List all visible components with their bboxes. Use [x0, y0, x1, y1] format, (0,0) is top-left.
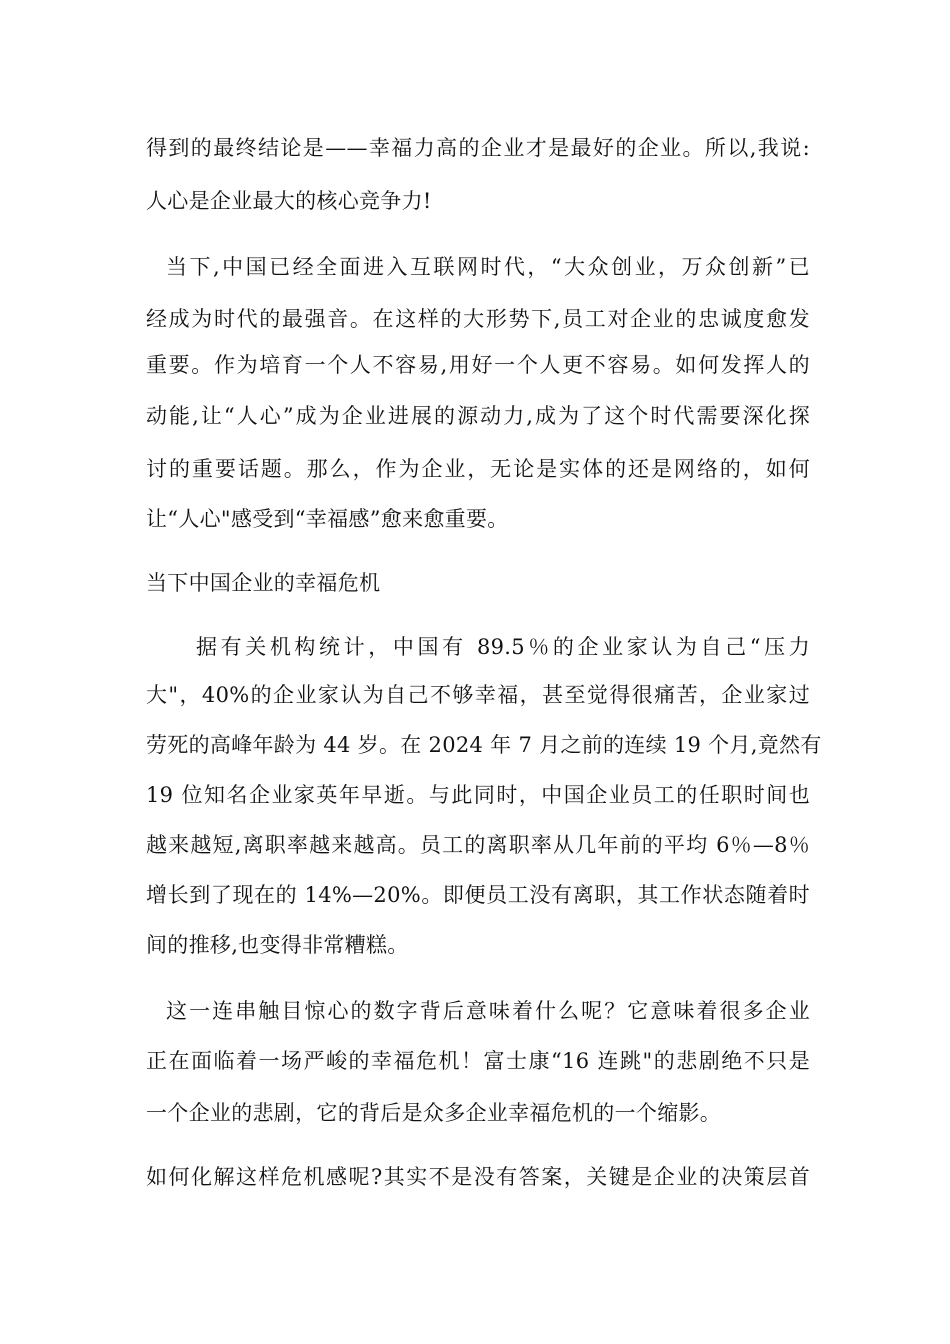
text-line: 得到的最终结论是——幸福力高的企业才是最好的企业。所以,我说: [146, 136, 810, 160]
text-line: 让“人心"感受到“幸福感”愈来愈重要。 [146, 507, 509, 531]
text-line: 19 位知名企业家英年早逝。与此同时，中国企业员工的任职时间也 [146, 783, 810, 807]
text-line: 劳死的高峰年龄为 44 岁。在 2024 年 7 月之前的连续 19 个月,竟然有 [146, 733, 822, 757]
text-line: 如何化解这样危机感呢?其实不是没有答案，关键是企业的决策层首 [146, 1165, 810, 1189]
text-line: 越来越短,离职率越来越高。员工的离职率从几年前的平均 6％—8％ [146, 833, 810, 857]
text-line: 讨的重要话题。那么，作为企业，无论是实体的还是网络的，如何 [146, 457, 810, 481]
text-line: 据有关机构统计，中国有 89.5％的企业家认为自己“压力 [196, 635, 810, 659]
text-line: 当下,中国已经全面进入互联网时代，“大众创业，万众创新”已 [166, 255, 810, 279]
text-line: 重要。作为培育一个人不容易,用好一个人更不容易。如何发挥人的 [146, 353, 810, 377]
text-line: 一个企业的悲剧，它的背后是众多企业幸福危机的一个缩影。 [146, 1101, 722, 1125]
text-line: 人心是企业最大的核心竞争力! [146, 189, 432, 213]
text-line: 增长到了现在的 14%—20%。即便员工没有离职，其工作状态随着时 [146, 883, 810, 907]
text-line: 正在面临着一场严峻的幸福危机！富士康“16 连跳"的悲剧绝不只是 [146, 1049, 810, 1073]
text-line: 这一连串触目惊心的数字背后意味着什么呢？它意味着很多企业 [166, 999, 810, 1023]
text-line: 大"，40%的企业家认为自己不够幸福，甚至觉得很痛苦，企业家过 [146, 683, 810, 707]
text-line: 经成为时代的最强音。在这样的大形势下,员工对企业的忠诚度愈发 [146, 307, 810, 331]
text-line: 间的推移,也变得非常糟糕。 [146, 933, 409, 957]
section-heading: 当下中国企业的幸福危机 [146, 571, 381, 595]
text-line: 动能,让“人心”成为企业进展的源动力,成为了这个时代需要深化探 [146, 404, 810, 428]
